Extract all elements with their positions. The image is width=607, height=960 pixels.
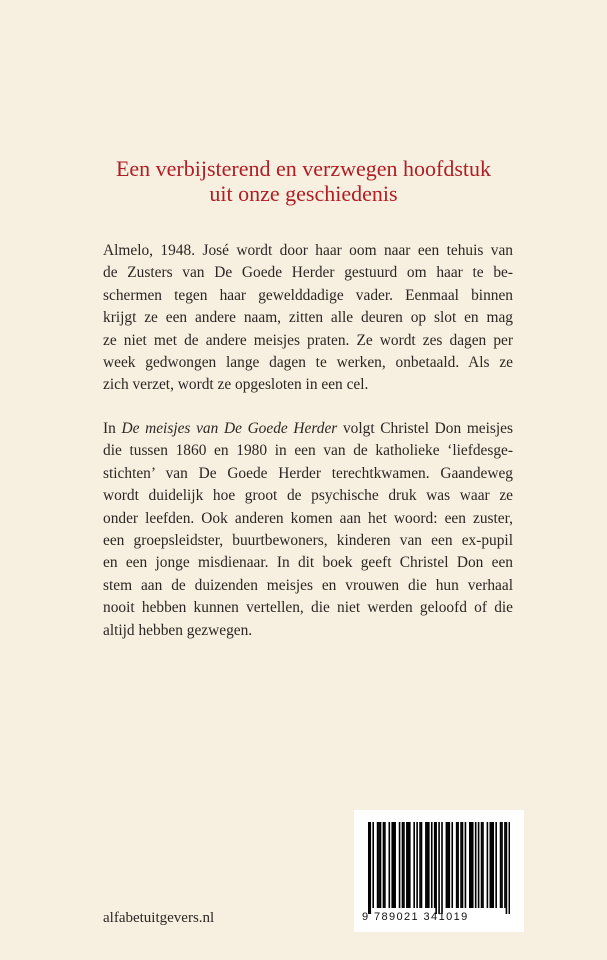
text-line: ze niet met de andere meisjes praten. Ze wordt zes dagen per (103, 331, 513, 349)
barcode-bar (451, 822, 453, 908)
barcode-bar (421, 822, 423, 908)
text-line: stem aan de duizenden meisjes en vrouwen die hun verhaal (103, 576, 513, 594)
barcode-bar (394, 822, 396, 908)
barcode-bar (380, 822, 382, 908)
barcode-bar (501, 822, 503, 908)
barcode-bar (388, 822, 390, 908)
text-fragment: In (103, 420, 116, 437)
tagline (0, 156, 607, 206)
barcode-bar (506, 822, 508, 914)
barcode-bar (475, 822, 477, 908)
isbn-number: 9 789021 341019 (362, 911, 469, 923)
barcode-bar (470, 822, 472, 908)
barcode-bar (399, 822, 401, 908)
barcode-bar (490, 822, 492, 908)
blurb-paragraph-1 (103, 240, 513, 397)
barcode-bar (383, 822, 385, 908)
barcode-bar (416, 822, 418, 908)
barcode-bar (491, 822, 493, 908)
barcode-bar (449, 822, 451, 908)
text-line: de Zusters van De Goede Herder gestuurd om haar te be- (103, 264, 513, 282)
barcode-bar (472, 822, 474, 908)
barcode-bar (457, 822, 459, 908)
barcode-bar (384, 822, 386, 908)
text-line: stichten’ van De Goede Herder terechtkwamen. Gaandeweg (103, 464, 513, 482)
barcode-bar (504, 822, 506, 908)
text-line: week gedwongen lange dagen te werken, onbetaald. Als ze (103, 354, 513, 372)
barcode-bar (428, 822, 430, 908)
text-line: die tussen 1860 en 1980 in een van de katholieke ‘liefdesge- (103, 442, 513, 460)
barcode-bar (377, 822, 379, 908)
isbn-barcode (354, 810, 524, 932)
text-line: Almelo, 1948. José wordt door haar oom naar een tehuis van (103, 242, 513, 259)
text-line: onder leefden. Ook anderen komen aan het woord: een zuster, (103, 509, 513, 527)
barcode-bar (391, 822, 393, 908)
publisher-website: alfabetuitgevers.nl (103, 910, 215, 926)
barcode-bar (438, 822, 440, 914)
barcode-icon (368, 822, 510, 914)
barcode-bar (435, 822, 437, 914)
barcode-bar (402, 822, 404, 908)
barcode-bar (460, 822, 462, 908)
barcode-bar (447, 822, 449, 908)
barcode-bar (456, 822, 458, 908)
barcode-bar (441, 822, 443, 914)
tagline-line-2: uit onze geschiedenis (209, 181, 398, 206)
barcode-bar (427, 822, 429, 908)
barcode-bar (465, 822, 467, 908)
barcode-bar (492, 822, 494, 908)
blurb-paragraph-2 (103, 418, 513, 642)
text-line (103, 418, 513, 440)
barcode-bar (500, 822, 502, 908)
text-line: altijd hebben gezwegen. (103, 621, 253, 639)
barcode-bar (487, 822, 489, 908)
text-line: wordt duidelijk hoe groot de psychische druk was waar ze (103, 487, 513, 505)
barcode-bar (378, 822, 380, 908)
barcode-bar (413, 822, 415, 908)
text-line: en een jonge misdienaar. In dit boek geeft Christel Don een (103, 554, 513, 572)
text-line: zich verzet, wordt ze opgesloten in een cel. (103, 376, 369, 394)
text-line: krijgt ze een andere naam, zitten alle deuren op slot en mag (103, 309, 513, 327)
barcode-bar (368, 822, 370, 914)
barcode-bar (446, 822, 448, 908)
barcode-bar (431, 822, 433, 908)
barcode-bar (462, 822, 464, 908)
barcode-bar (495, 822, 497, 908)
barcode-bar (408, 822, 410, 908)
barcode-bar (369, 822, 371, 914)
barcode-bar (481, 822, 483, 908)
barcode-bar (482, 822, 484, 908)
barcode-bar (478, 822, 480, 908)
barcode-bar (469, 822, 471, 908)
barcode-bar (419, 822, 421, 908)
barcode-bar (393, 822, 395, 908)
barcode-bar (509, 822, 510, 914)
tagline-line-1: Een verbijsterend en verzwegen hoofdstuk (115, 156, 492, 181)
text-line: een groepsleidster, buurtbewoners, kinderen van een ex-pupil (103, 532, 513, 550)
barcode-bar (403, 822, 405, 908)
text-fragment: volgt Christel Don meisjes (342, 420, 513, 437)
barcode-bar (425, 822, 427, 908)
book-title: De meisjes van De Goede Herder (121, 420, 338, 437)
text-line: schermen tegen haar gewelddadige vader. Eenmaal binnen (103, 286, 513, 304)
barcode-bar (434, 822, 436, 908)
barcode-bar (372, 822, 374, 908)
barcode-bar (406, 822, 408, 908)
barcode-bar (409, 822, 411, 908)
text-line: nooit hebben kunnen vertellen, die niet werden geloofd of die (103, 599, 513, 617)
